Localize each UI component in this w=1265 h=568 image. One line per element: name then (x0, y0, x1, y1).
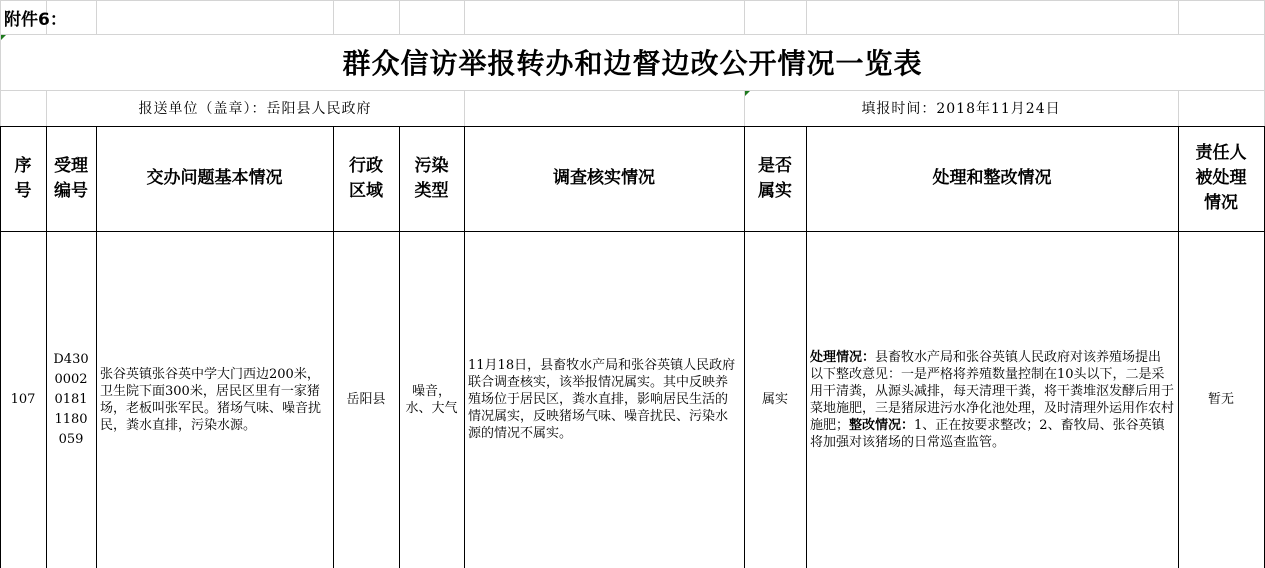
header-seq: 序 号 (14, 155, 32, 201)
attachment-label: 附件6： (4, 9, 67, 30)
header-accountability: 责任人 被处理 情况 (1195, 143, 1247, 213)
reporting-unit: 报送单位（盖章）：岳阳县人民政府 (138, 101, 372, 117)
rect-label-status: 整改情况： (849, 417, 915, 433)
row-seq: 107 (10, 392, 36, 407)
row-rectification: 处理情况：县畜牧水产局和张谷英镇人民政府对该养殖场提出以下整改意见：一是严格将养殖数量控制在10头以下，二是采用干清粪，从源头减排，每天清理干粪，将干粪堆沤发酵后用于菜地施肥，三是猪尿进污水净化池处理，及时清理外运用作农村施肥；整改情况：1、正在按要求整改；2、畜牧局、张谷英镇将加强对该猪场的日常巡查监管。 (810, 349, 1175, 450)
rect-label-handling: 处理情况： (810, 349, 876, 365)
row-verified: 属实 (761, 392, 788, 407)
page-title: 群众信访举报转办和边督边改公开情况一览表 (342, 47, 923, 80)
header-pollution-type: 污染 类型 (414, 155, 449, 201)
row-investigation: 11月18日，县畜牧水产局和张谷英镇人民政府联合调查核实，该举报情况属实。其中反映养殖场位于居民区，粪水直排，影响居民生活的情况属实，反映猪场气味、噪音扰民、污染水源的情况不属实。 (468, 358, 736, 441)
header-case-no: 受理 编号 (54, 155, 88, 201)
row-case-no: D430 0002 0181 1180 059 (53, 351, 89, 447)
header-region: 行政 区域 (349, 155, 383, 201)
row-issue: 张谷英镇张谷英中学大门西边200米，卫生院下面300米，居民区里有一家猪场，老板叫张军民。猪场气味、噪音扰民，粪水直排，污染水源。 (100, 366, 322, 433)
row-pollution-type: 噪音，水、大气 (405, 383, 458, 416)
row-region: 岳阳县 (346, 392, 386, 407)
header-rectification: 处理和整改情况 (932, 168, 1052, 188)
header-verified: 是否 属实 (758, 155, 792, 201)
header-issue: 交办问题基本情况 (146, 168, 283, 188)
row-accountability: 暂无 (1207, 392, 1234, 407)
header-investigation: 调查核实情况 (553, 168, 655, 188)
fill-date: 填报时间：2018年11月24日 (861, 101, 1061, 117)
